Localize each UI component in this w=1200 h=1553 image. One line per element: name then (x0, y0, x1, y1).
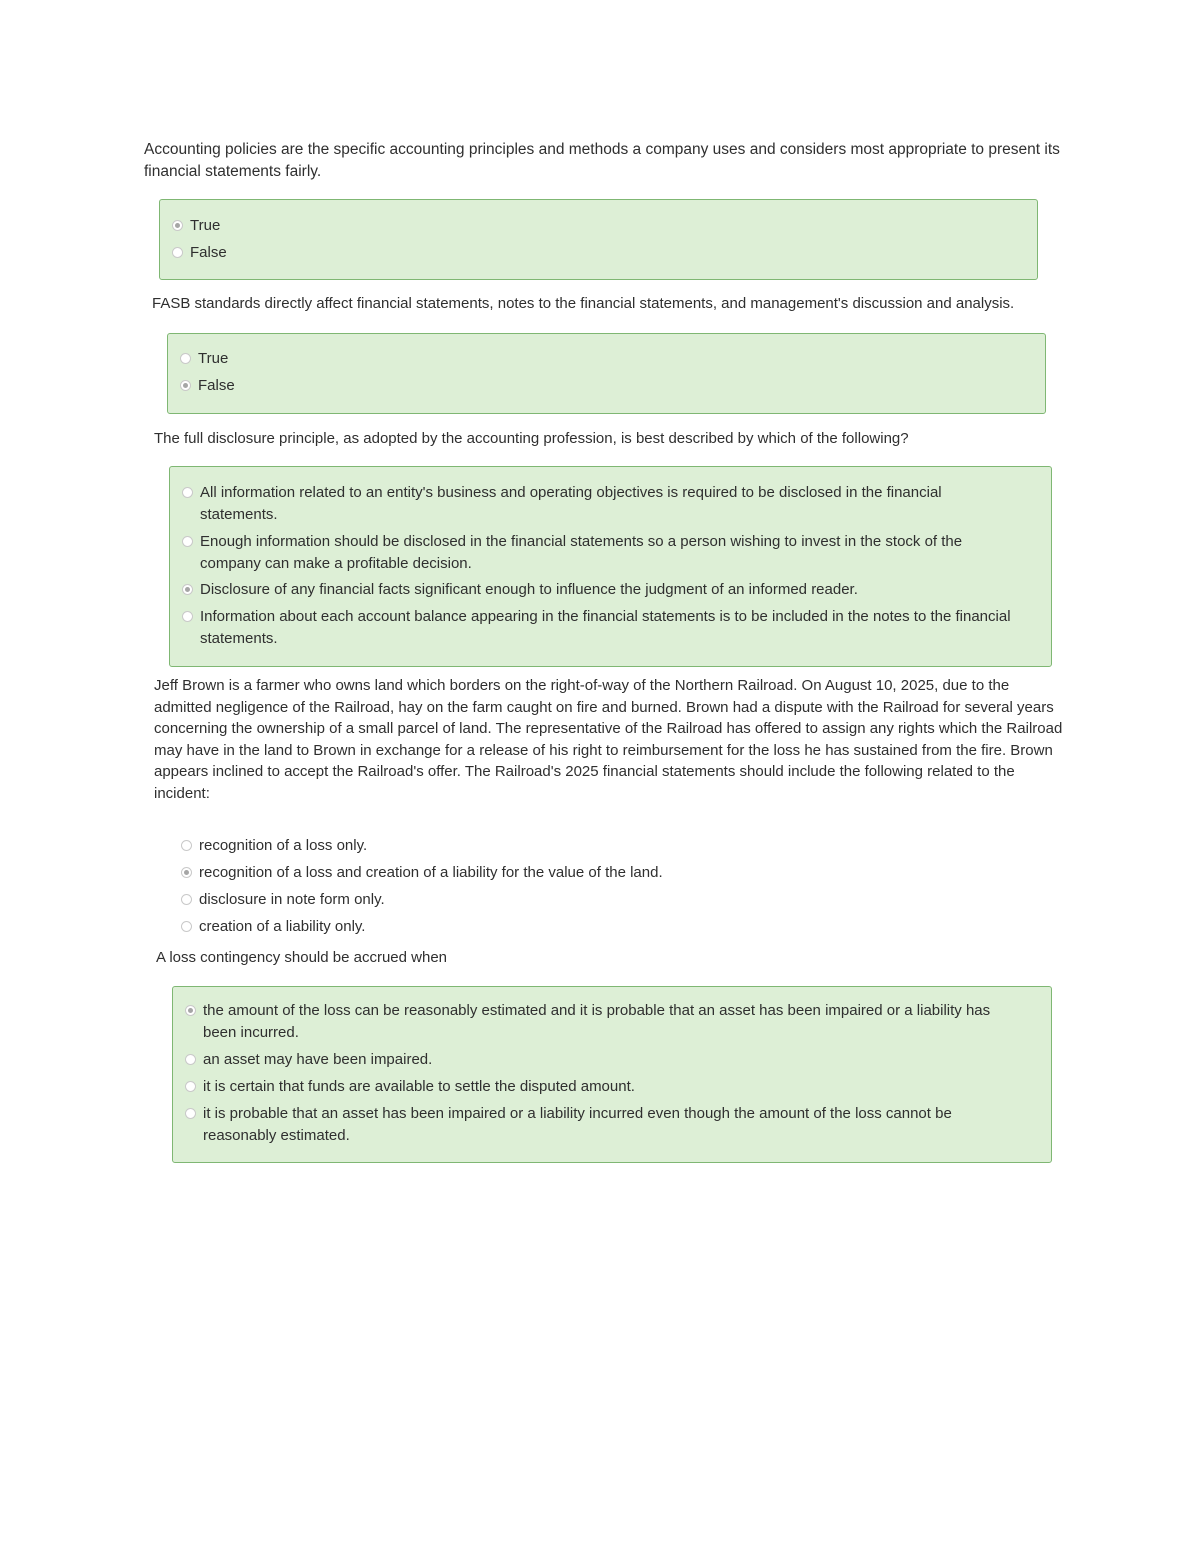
radio-unselected-icon[interactable] (185, 1108, 196, 1119)
question-5-option-3[interactable]: it is certain that funds are available to settle the disputed amount. (173, 1076, 1051, 1098)
radio-unselected-icon[interactable] (182, 536, 193, 547)
question-2-option-2[interactable]: False (168, 375, 1045, 397)
radio-unselected-icon[interactable] (172, 247, 183, 258)
radio-unselected-icon[interactable] (182, 611, 193, 622)
question-3-option-4[interactable]: Information about each account balance appearing in the financial statements is to be included in the notes to the financial statements. (170, 606, 1051, 650)
question-3-option-1[interactable]: All information related to an entity's business and operating objectives is required to be disclosed in the financial statements. (170, 482, 1051, 526)
question-3-option-3[interactable]: Disclosure of any financial facts significant enough to influence the judgment of an informed reader. (170, 579, 1051, 601)
question-4-option-2[interactable]: recognition of a loss and creation of a liability for the value of the land. (169, 862, 1052, 884)
question-5-option-4[interactable]: it is probable that an asset has been impaired or a liability incurred even though the amount of the loss cannot be reasonably estimated. (173, 1103, 1051, 1147)
radio-unselected-icon[interactable] (181, 921, 192, 932)
radio-unselected-icon[interactable] (185, 1081, 196, 1092)
question-4-answer-list (169, 832, 1052, 942)
question-4-option-1[interactable]: recognition of a loss only. (169, 835, 1052, 857)
question-5-answer-box (172, 986, 1052, 1163)
question-4-option-3[interactable]: disclosure in note form only. (169, 889, 1052, 911)
question-2-answer-box (167, 333, 1046, 414)
question-5-text: A loss contingency should be accrued when (156, 949, 448, 966)
question-5-option-2[interactable]: an asset may have been impaired. (173, 1049, 1051, 1071)
question-1-option-2[interactable]: False (160, 242, 1037, 264)
radio-unselected-icon[interactable] (181, 894, 192, 905)
question-1-option-1[interactable]: True (160, 215, 1037, 237)
radio-unselected-icon[interactable] (182, 487, 193, 498)
question-3-text: The full disclosure principle, as adopted by the accounting profession, is best described by which of the following? (154, 430, 909, 447)
question-5-option-1[interactable]: the amount of the loss can be reasonably estimated and it is probable that an asset has been impaired or a liability has been incurred. (173, 1000, 1051, 1044)
question-2-option-1[interactable]: True (168, 348, 1045, 370)
radio-selected-icon[interactable] (181, 867, 192, 878)
radio-selected-icon[interactable] (185, 1005, 196, 1016)
question-2-text: FASB standards directly affect financial statements, notes to the financial statements, and management's discussion and analysis. (152, 295, 1015, 312)
radio-unselected-icon[interactable] (180, 353, 191, 364)
radio-selected-icon[interactable] (172, 220, 183, 231)
question-3-answer-box (169, 466, 1052, 667)
radio-unselected-icon[interactable] (185, 1054, 196, 1065)
radio-unselected-icon[interactable] (181, 840, 192, 851)
question-1-text: Accounting policies are the specific accounting principles and methods a company uses and considers most appropriate to present its financial statements fairly. (144, 141, 1060, 180)
question-3-option-2[interactable]: Enough information should be disclosed in the financial statements so a person wishing to invest in the stock of the company can make a profitable decision. (170, 531, 1051, 575)
radio-selected-icon[interactable] (182, 584, 193, 595)
question-1-answer-box (159, 199, 1038, 280)
radio-selected-icon[interactable] (180, 380, 191, 391)
question-4-option-4[interactable]: creation of a liability only. (169, 916, 1052, 938)
question-4-text: Jeff Brown is a farmer who owns land which borders on the right-of-way of the Northern Railroad. On August 10, 2025, due to the admitted negligence of the Railroad, hay on the farm caught on fire and burned. Brown had a dispute with the Railroad for several years concerning the ownership of a small parcel of land. The representative of the Railroad has offered to assign any rights which the Railroad may have in the land to Brown in exchange for a release of his right to reimbursement for the loss he has sustained from the fire. Brown appears inclined to accept the Railroad's offer. The Railroad's 2025 financial statements should include the following related to the incident: (154, 677, 1063, 802)
